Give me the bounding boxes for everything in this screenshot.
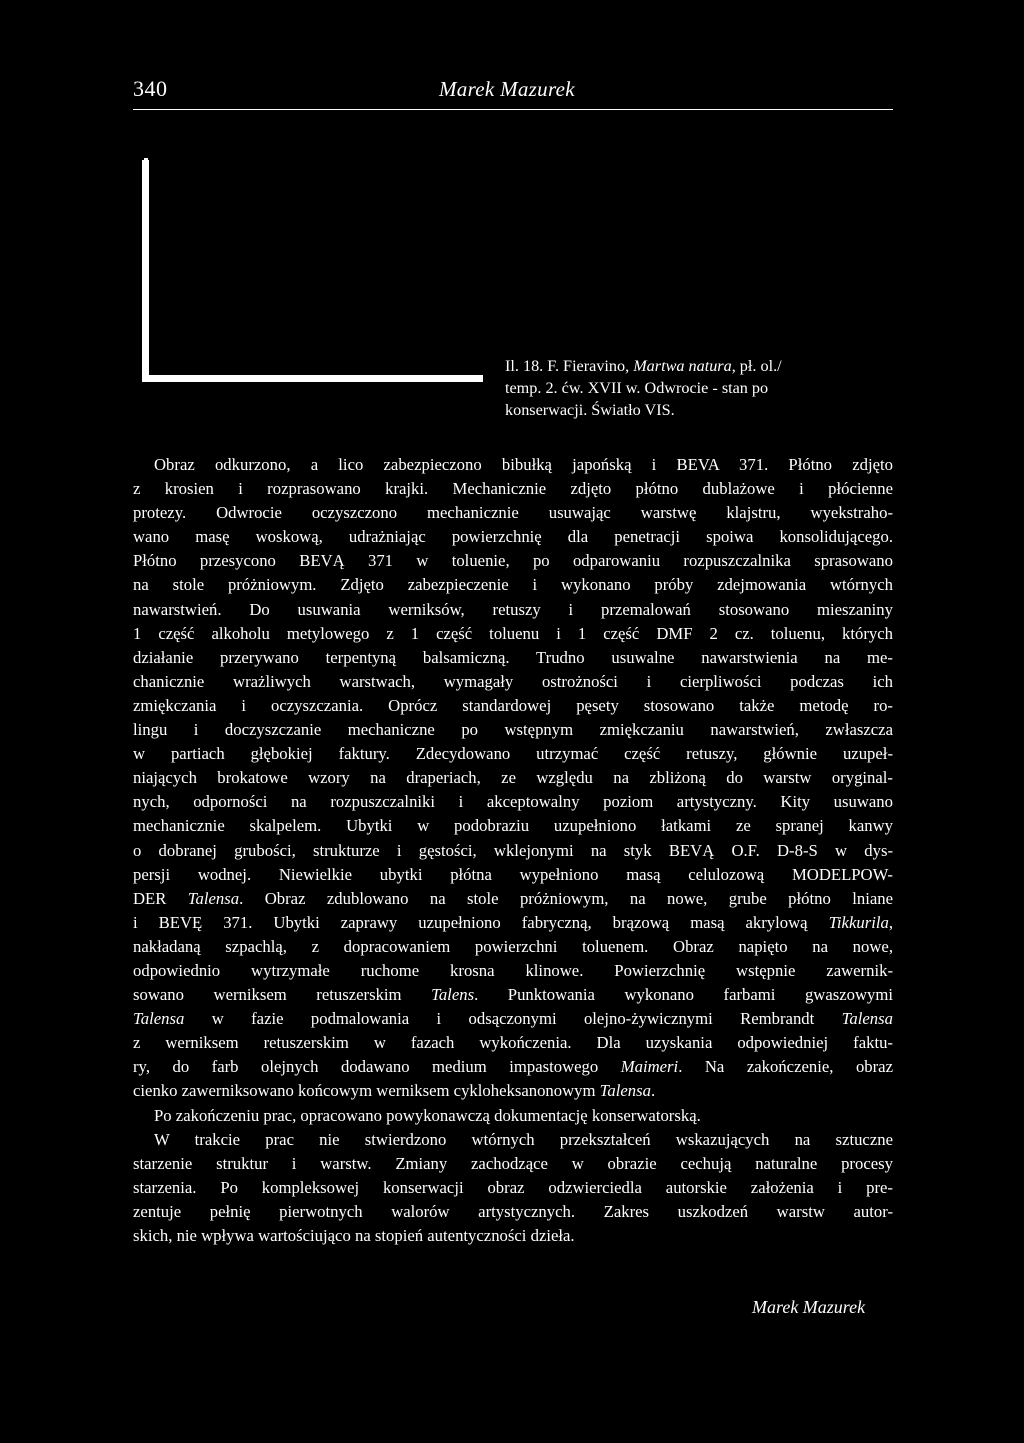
body-line: nawarstwień. Do usuwania werniksów, retuszy i przemalowań stosowano mieszaniny [133, 599, 893, 619]
body-line: działanie przerywano terpentyną balsamiczną. Trudno usuwalne nawarstwienia na me- [133, 647, 893, 667]
header-rule [133, 109, 893, 110]
body-line: persji wodnej. Niewielkie ubytki płótna wypełniono masą celulozową MODELPOW- [133, 864, 893, 884]
body-line: Talensa w fazie podmalowania i odsączonymi olejno-żywicznymi Rembrandt Talensa [133, 1009, 893, 1029]
body-line: DER Talensa. Obraz zdublowano na stole próżniowym, na nowe, grube płótno lniane [133, 888, 894, 908]
body-line: mechanicznie skalpelem. Ubytki w podobraziu uzupełniono łatkami ze spranej kanwy [133, 816, 893, 836]
body-line: chanicznie wrażliwych warstwach, wymagały ostrożności i cierpliwości podczas ich [133, 671, 893, 691]
body-line: cienko zawerniksowano końcowym werniksem cykloheksanonowym Talensa. [133, 1081, 656, 1101]
body-text [133, 453, 893, 1248]
body-line: nakładaną szpachlą, z dopracowaniem powierzchni toluenem. Obraz napięto na nowe, [133, 936, 893, 956]
caption-line: Il. 18. F. Fieravino, Martwa natura, pł. ol./ [505, 357, 782, 375]
figure-left-edge [142, 160, 149, 376]
caption-line: konserwacji. Światło VIS. [505, 401, 675, 419]
body-line: wano masę woskową, udrażniając powierzchnię dla penetracji spoiwa konsolidującego. [133, 527, 893, 547]
body-line: nych, odporności na rozpuszczalniki i akceptowalny poziom artystyczny. Kity usuwano [133, 792, 893, 812]
page-number: 340 [133, 76, 168, 101]
body-line: na stole próżniowym. Zdjęto zabezpieczenie i wykonano próby zdejmowania wtórnych [133, 575, 893, 595]
body-line: starzenie struktur i warstw. Zmiany zachodzące w obrazie cechują naturalne procesy [133, 1153, 893, 1173]
body-line: skich, nie wpływa wartościująco na stopień autentyczności dzieła. [133, 1226, 575, 1245]
body-line: Po zakończeniu prac, opracowano powykonawczą dokumentację konserwatorską. [154, 1105, 701, 1125]
body-line: niających brokatowe wzory na draperiach, ze względu na zbliżoną do warstw oryginal- [133, 768, 893, 788]
body-line: sowano werniksem retuszerskim Talens. Punktowania wykonano farbami gwaszowymi [133, 985, 894, 1005]
body-line: z werniksem retuszerskim w fazach wykończenia. Dla uzyskania odpowiedniej faktu- [133, 1033, 893, 1053]
body-line: odpowiednio wytrzymałe ruchome krosna klinowe. Powierzchnię wstępnie zawernik- [133, 960, 893, 980]
body-line: starzenia. Po kompleksowej konserwacji obraz odzwierciedla autorskie założenia i pre- [133, 1177, 893, 1197]
body-line: zmiękczania i oczyszczania. Oprócz standardowej pęsety stosowano także metodę ro- [133, 695, 893, 715]
author-signature: Marek Mazurek [752, 1297, 866, 1317]
page-header [133, 76, 893, 116]
body-line: Obraz odkurzono, a lico zabezpieczono bibułką japońską i BEVA 371. Płótno zdjęto [154, 455, 893, 474]
caption-line: temp. 2. ćw. XVII w. Odwrocie - stan po [505, 379, 769, 397]
body-line: zentuje pełnię pierwotnych walorów artystycznych. Zakres uszkodzeń warstw autor- [133, 1201, 893, 1221]
figure-caption [505, 355, 875, 421]
figure-image [138, 150, 483, 386]
body-line: w partiach głębokiej faktury. Zdecydowano utrzymać część retuszy, głównie uzupeł- [133, 744, 893, 764]
running-head: Marek Mazurek [439, 77, 575, 101]
body-line: W trakcie prac nie stwierdzono wtórnych przekształceń wskazujących na sztuczne [154, 1129, 893, 1149]
body-line: protezy. Odwrocie oczyszczono mechanicznie usuwając warstwę klajstru, wyekstraho- [133, 503, 893, 523]
body-line: 1 część alkoholu metylowego z 1 część toluenu i 1 część DMF 2 cz. toluenu, których [133, 623, 893, 643]
body-line: i BEVĘ 371. Ubytki zaprawy uzupełniono fabryczną, brązową masą akrylową Tikkurila, [133, 912, 893, 932]
body-line: ry, do farb olejnych dodawano medium impastowego Maimeri. Na zakończenie, obraz [133, 1057, 893, 1077]
figure-bottom-edge [142, 375, 483, 382]
body-line: o dobranej grubości, strukturze i gęstości, wklejonymi na styk BEVĄ O.F. D-8-S w dys- [133, 840, 893, 860]
body-line: z krosien i rozprasowano krajki. Mechanicznie zdjęto płótno dublażowe i płócienne [133, 479, 893, 499]
body-line: Płótno przesycono BEVĄ 371 w toluenie, po odparowaniu rozpuszczalnika sprasowano [133, 551, 893, 571]
body-line: lingu i doczyszczanie mechaniczne po wstępnym zmiękczaniu nawarstwień, zwłaszcza [133, 720, 893, 740]
